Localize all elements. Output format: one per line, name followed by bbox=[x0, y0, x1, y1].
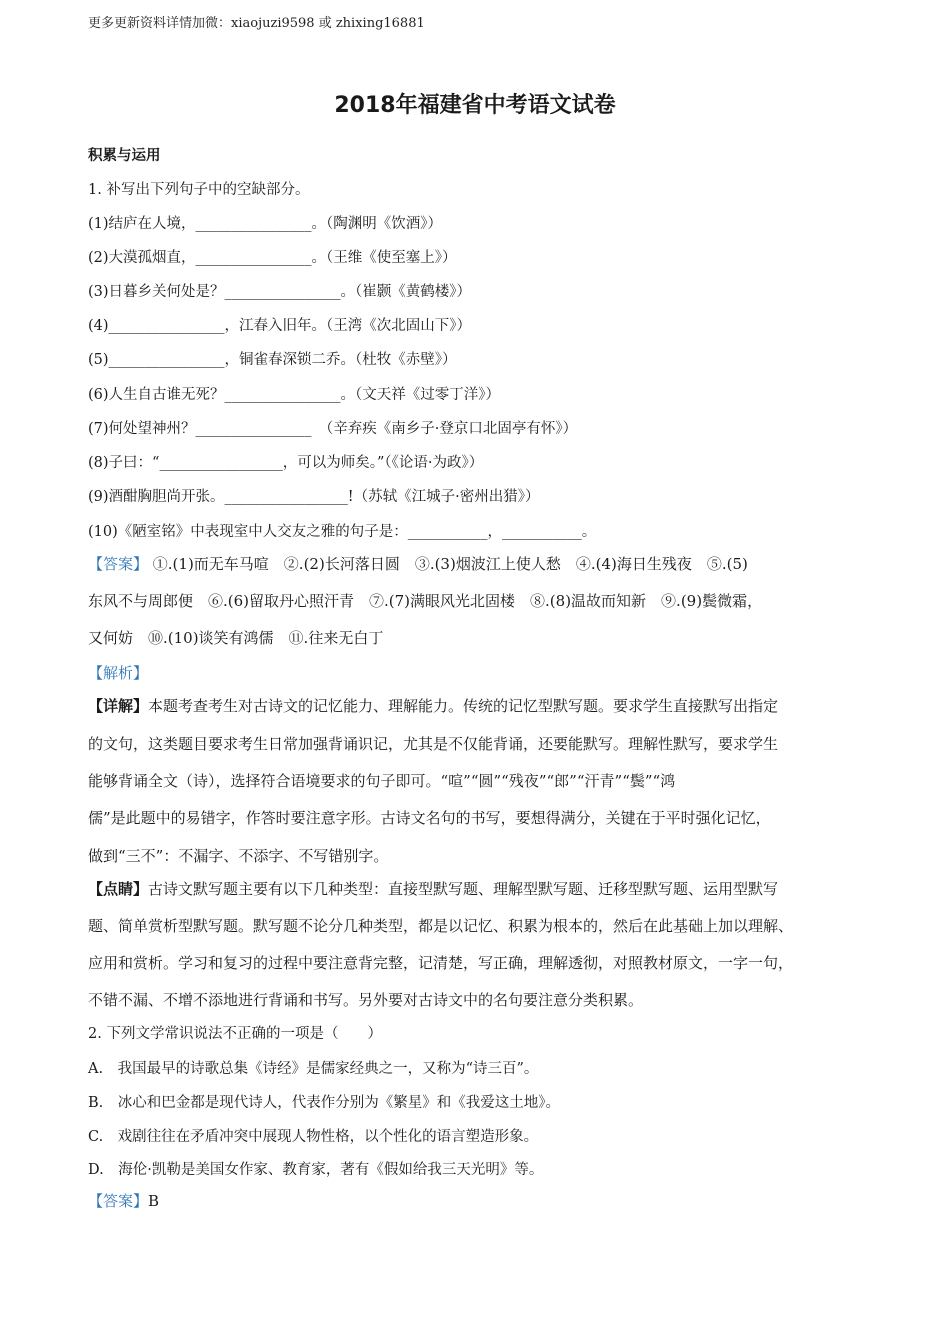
detail-line: 能够背诵全文（诗），选择符合语境要求的句子即可。“喧”“圆”“残夜”“郎”“汗青”“鬓”“鸿 bbox=[88, 772, 676, 790]
tips-line: 不错不漏、不增不添地进行背诵和书写。另外要对古诗文中的名句要注意分类积累。 bbox=[88, 991, 644, 1009]
tips-tag: 【点睛】 bbox=[88, 880, 149, 898]
q1-item: (5)________________，铜雀春深锁二乔。（杜牧《赤壁》） bbox=[88, 352, 457, 368]
q2-option: B. 冰心和巴金都是现代诗人，代表作分别为《繁星》和《我爱这土地》。 bbox=[88, 1095, 561, 1111]
detail-line: 的文句，这类题目要求考生日常加强背诵识记，尤其是不仅能背诵，还要能默写。理解性默写，要求学生 bbox=[88, 735, 779, 753]
tips-line: 应用和赏析。学习和复习的过程中要注意背完整，记清楚，写正确，理解透彻，对照教材原文，一字一句， bbox=[88, 954, 794, 972]
analysis-tag: 【解析】 bbox=[88, 664, 149, 682]
q1-answer-line: 又何妨 ⑩.(10)谈笑有鸿儒 ⑪.往来无白丁 bbox=[88, 629, 384, 647]
detail-text: 本题考查考生对古诗文的记忆能力、理解能力。传统的记忆型默写题。要求学生直接默写出指定 bbox=[148, 697, 779, 715]
section-heading: 积累与运用 bbox=[88, 148, 161, 164]
q2-option: D. 海伦·凯勒是美国女作家、教育家，著有《假如给我三天光明》等。 bbox=[88, 1162, 544, 1178]
tips-line: 题、简单赏析型默写题。默写题不论分几种类型，都是以记忆、积累为根本的，然后在此基础上加以理解、 bbox=[88, 917, 794, 935]
q2-option: A. 我国最早的诗歌总集《诗经》是儒家经典之一，又称为“诗三百”。 bbox=[88, 1061, 539, 1077]
q1-item: (1)结庐在人境，________________。（陶渊明《饮酒》） bbox=[88, 216, 443, 232]
q2-stem: 2. 下列文学常识说法不正确的一项是（ ） bbox=[88, 1026, 382, 1042]
q1-item: (7)何处望神州？________________ （辛弃疾《南乡子·登京口北固亭有怀》） bbox=[88, 421, 578, 437]
q2-answer-line bbox=[88, 1190, 159, 1211]
q1-item: (4)________________，江春入旧年。（王湾《次北固山下》） bbox=[88, 318, 472, 334]
q1-item: (9)酒酣胸胆尚开张。_________________!（苏轼《江城子·密州出猎》） bbox=[88, 489, 540, 505]
q1-answer-line bbox=[88, 553, 748, 574]
tips-text: 古诗文默写题主要有以下几种类型：直接型默写题、理解型默写题、迁移型默写题、运用型默写 bbox=[148, 880, 779, 898]
q1-answer-line: 东风不与周郎便 ⑥.(6)留取丹心照汗青 ⑦.(7)满眼风光北固楼 ⑧.(8)温故而知新 ⑨.(9)鬓微霜， bbox=[88, 592, 763, 610]
detail-line: 儒”是此题中的易错字，作答时要注意字形。古诗文名句的书写，要想得满分，关键在于平时强化记忆， bbox=[88, 809, 771, 827]
page-header-note: 更多更新资料详情加微：xiaojuzi9598 或 zhixing16881 bbox=[88, 16, 425, 31]
answer-tag: 【答案】 bbox=[88, 555, 149, 573]
detail-tag: 【详解】 bbox=[88, 697, 149, 715]
answer-text: ①.(1)而无车马喧 ②.(2)长河落日圆 ③.(3)烟波江上使人愁 ④.(4)海日生残夜 ⑤.(5) bbox=[148, 555, 748, 573]
q1-item: (3)日暮乡关何处是？________________。（崔颢《黄鹤楼》） bbox=[88, 284, 472, 300]
q1-item: (8)子曰：“_________________，可以为师矣。”（《论语·为政》） bbox=[88, 455, 484, 471]
q2-option: C. 戏剧往往在矛盾冲突中展现人物性格，以个性化的语言塑造形象。 bbox=[88, 1129, 539, 1145]
document-title: 2018年福建省中考语文试卷 bbox=[334, 93, 616, 118]
q1-stem: 1. 补写出下列句子中的空缺部分。 bbox=[88, 182, 310, 198]
detail-line bbox=[88, 695, 778, 716]
detail-line: 做到“三不”：不漏字、不添字、不写错别字。 bbox=[88, 847, 389, 865]
tips-line bbox=[88, 878, 778, 899]
q1-item: (2)大漠孤烟直，________________。（王维《使至塞上》） bbox=[88, 250, 457, 266]
answer-text: B bbox=[148, 1192, 160, 1210]
q1-item: (6)人生自古谁无死？________________。（文天祥《过零丁洋》） bbox=[88, 387, 501, 403]
answer-tag: 【答案】 bbox=[88, 1192, 149, 1210]
q1-item: (10)《陋室铭》中表现室中人交友之雅的句子是：___________，___________。 bbox=[88, 524, 597, 540]
